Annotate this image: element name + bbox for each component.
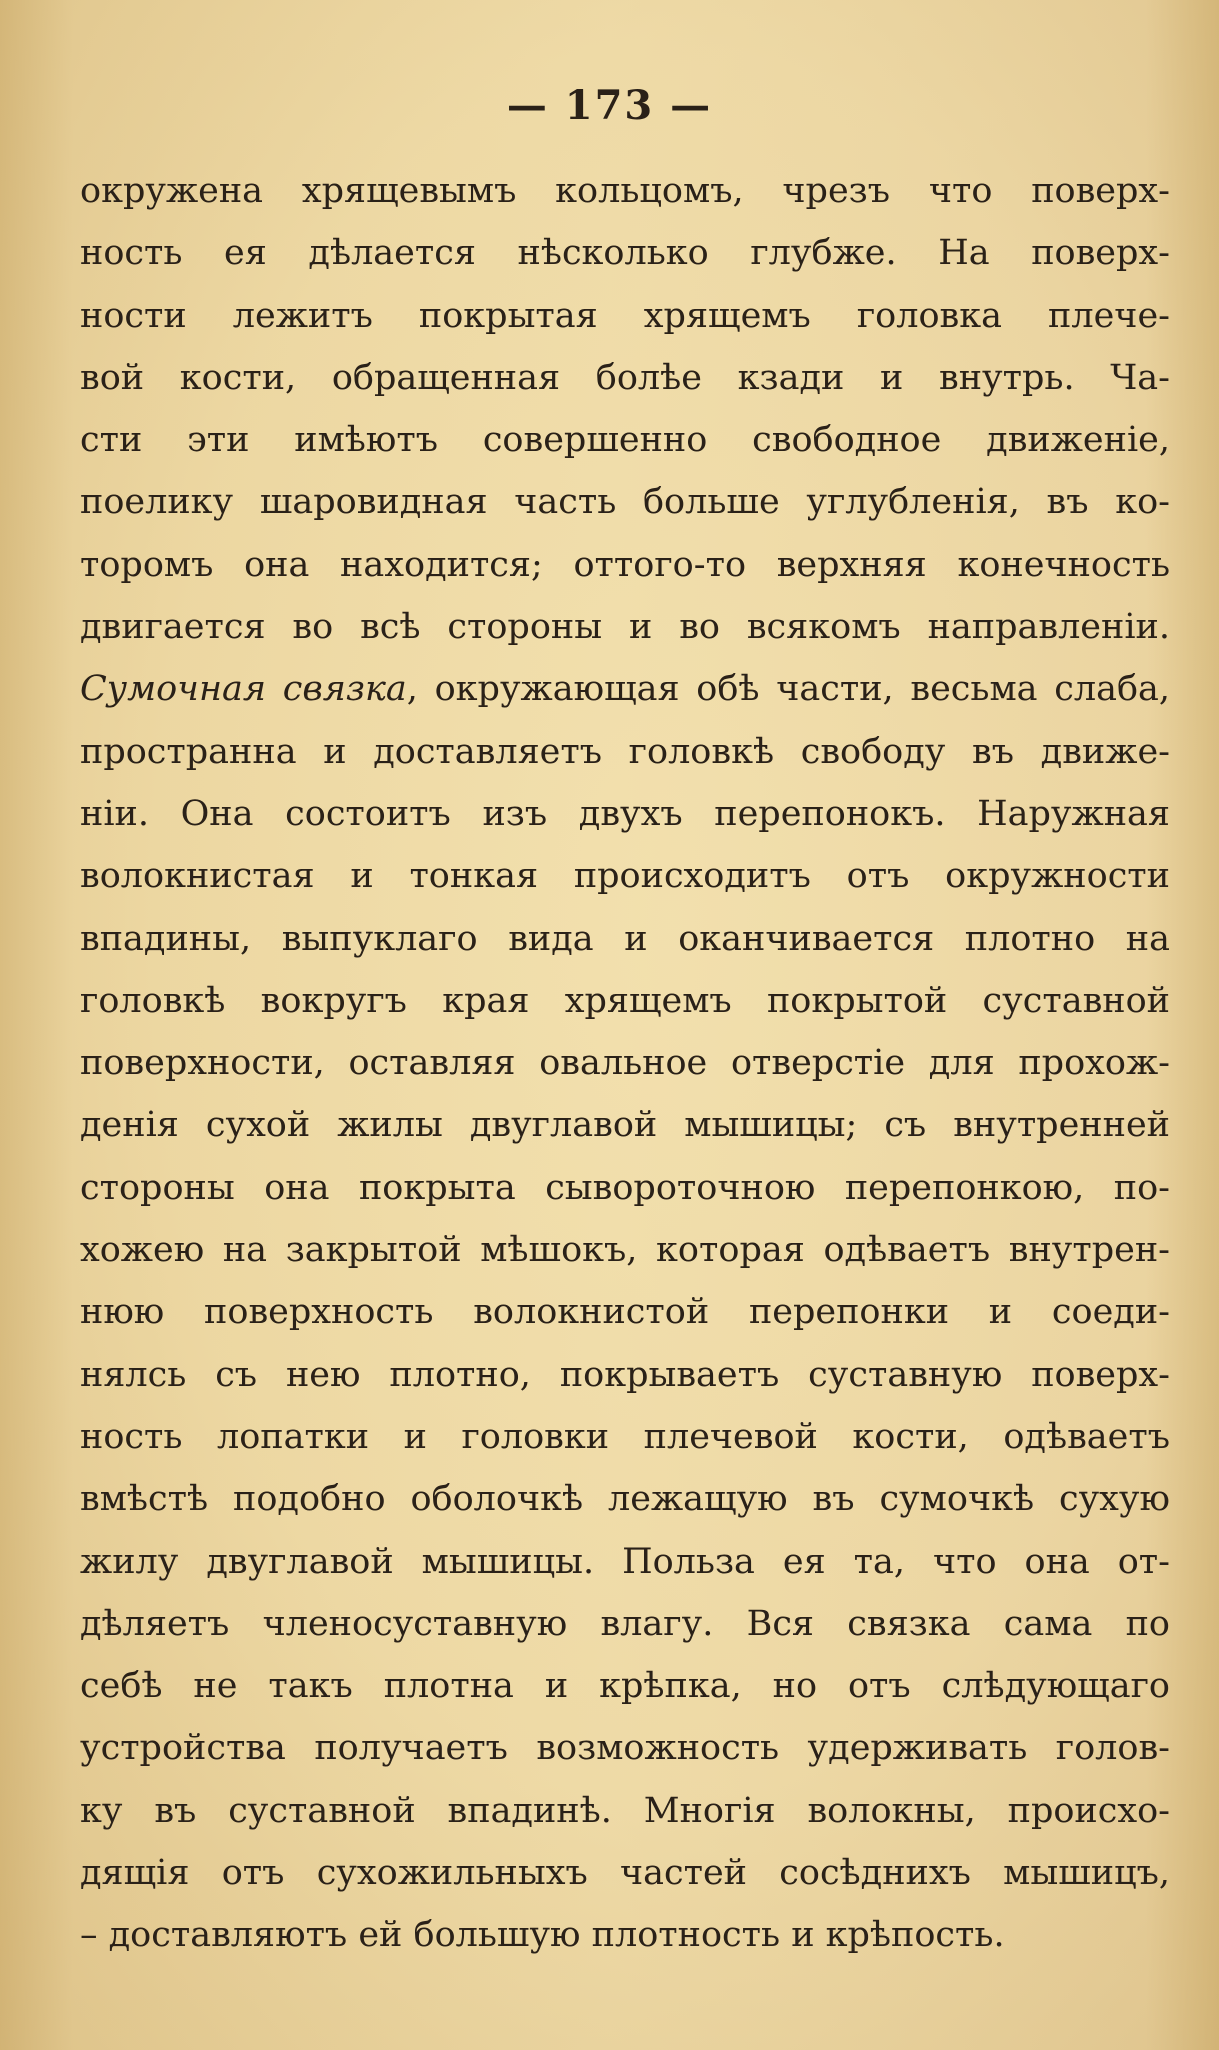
body-text: [80, 160, 1170, 1967]
text-line: поверхности, оставляя овальное отверстіе для прохож-: [80, 1043, 1170, 1084]
text-line: нюю поверхность волокнистой перепонки и соеди-: [80, 1292, 1170, 1333]
text-line: поелику шаровидная часть больше углубленія, въ ко-: [80, 482, 1170, 523]
text-line: ніи. Она состоитъ изъ двухъ перепонокъ. Наружная: [80, 793, 1170, 834]
text-line: сти эти имѣютъ совершенно свободное движеніе,: [80, 420, 1170, 461]
text-line-rest: , окружающая обѣ части, весьма слаба,: [406, 669, 1170, 710]
text-line: дѣляетъ членосуставную влагу. Вся связка сама по: [80, 1603, 1170, 1644]
italic-term: Сумочная связка: [80, 669, 407, 710]
text-line: ку въ суставной впадинѣ. Многія волокны, происхо-: [80, 1790, 1170, 1831]
text-line: себѣ не такъ плотна и крѣпка, но отъ слѣдующаго: [80, 1666, 1170, 1707]
text-line: нялсь съ нею плотно, покрываетъ суставную поверх-: [80, 1354, 1170, 1395]
text-line: впадины, выпуклаго вида и оканчивается плотно на: [80, 918, 1170, 959]
text-line: жилу двуглавой мышицы. Польза ея та, что она от-: [80, 1541, 1170, 1582]
text-line: ность ея дѣлается нѣсколько глубже. На поверх-: [80, 233, 1170, 274]
text-line: вой кости, обращенная болѣе кзади и внутрь. Ча-: [80, 357, 1170, 398]
text-line: пространна и доставляетъ головкѣ свободу въ движе-: [80, 731, 1170, 772]
text-line: устройства получаетъ возможность удерживать голов-: [80, 1728, 1170, 1769]
text-line: дящія отъ сухожильныхъ частей сосѣднихъ мышицъ,: [80, 1853, 1170, 1894]
text-line: двигается во всѣ стороны и во всякомъ направленіи.: [80, 607, 1170, 648]
text-line: волокнистая и тонкая происходитъ отъ окружности: [80, 856, 1170, 897]
text-line: хожею на закрытой мѣшокъ, которая одѣваетъ внутрен-: [80, 1230, 1170, 1271]
text-line: – доставляютъ ей большую плотность и крѣпость.: [80, 1915, 1005, 1956]
text-line: стороны она покрыта сывороточною перепонкою, по-: [80, 1167, 1170, 1208]
text-line: торомъ она находится; оттого-то верхняя конечность: [80, 544, 1170, 585]
text-line: вмѣстѣ подобно оболочкѣ лежащую въ сумочкѣ сухую: [80, 1479, 1170, 1520]
page-number: — 173 —: [506, 82, 713, 129]
text-line: денія сухой жилы двуглавой мышицы; съ внутренней: [80, 1105, 1170, 1146]
text-line: ность лопатки и головки плечевой кости, одѣваетъ: [80, 1416, 1170, 1457]
text-line: [80, 658, 1170, 720]
text-line: окружена хрящевымъ кольцомъ, чрезъ что поверх-: [80, 171, 1170, 211]
text-line: ности лежитъ покрытая хрящемъ головка плече-: [80, 295, 1170, 336]
text-line: головкѣ вокругъ края хрящемъ покрытой суставной: [80, 980, 1170, 1021]
